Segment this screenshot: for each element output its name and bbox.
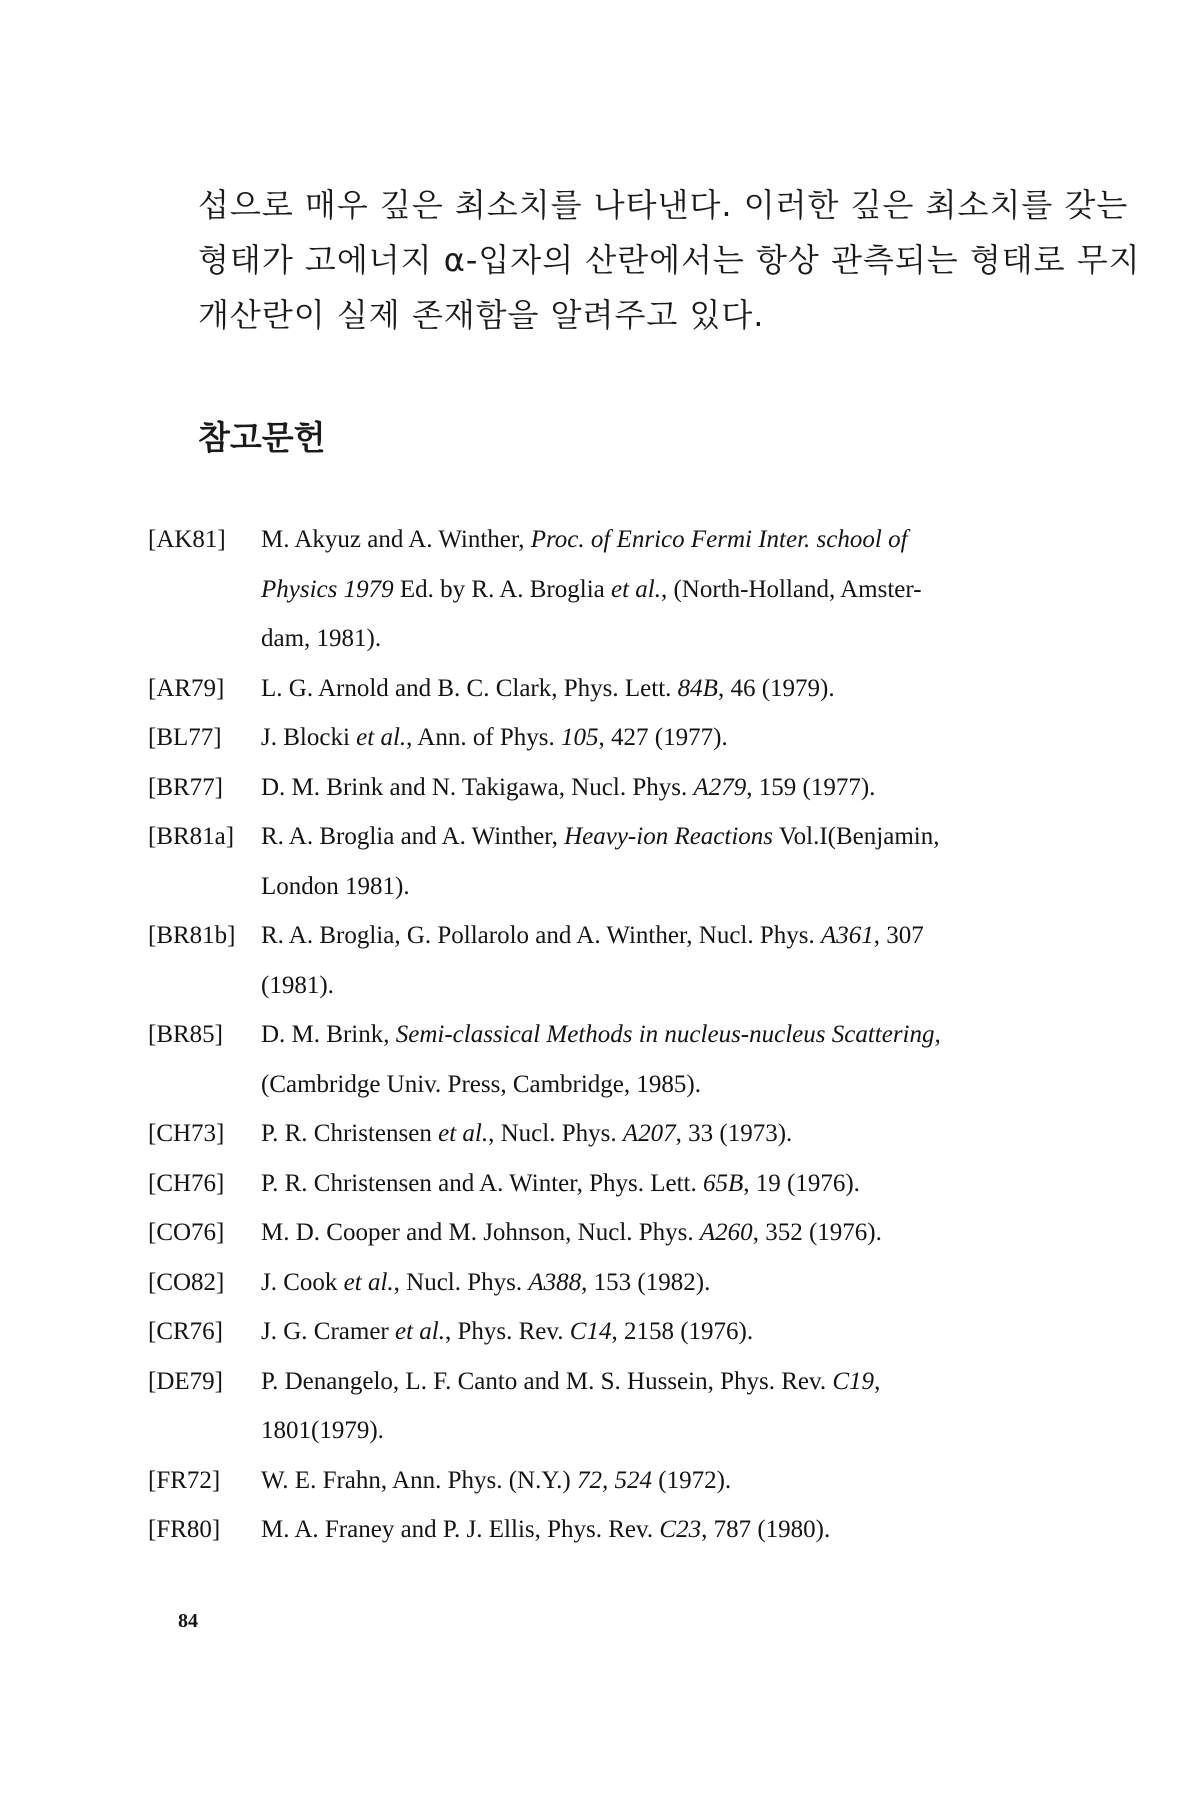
reference-key: [AR79] xyxy=(148,674,225,702)
reference-entry xyxy=(148,1456,1058,1506)
reference-line: P. R. Christensen and A. Winter, Phys. Lett. 65B, 19 (1976). xyxy=(261,1169,860,1197)
reference-entry xyxy=(148,1010,1058,1109)
reference-key: [BR85] xyxy=(148,1021,223,1048)
reference-entry xyxy=(148,515,1058,664)
reference-key: [CO82] xyxy=(148,1268,225,1296)
reference-line: 1801(1979). xyxy=(261,1417,384,1444)
reference-entry xyxy=(148,1159,1058,1209)
reference-entry xyxy=(148,1357,1058,1456)
reference-entry xyxy=(148,1109,1058,1159)
reference-text xyxy=(261,1258,1058,1308)
reference-line: W. E. Frahn, Ann. Phys. (N.Y.) 72, 524 (1972). xyxy=(261,1466,732,1494)
reference-line: (1981). xyxy=(261,971,334,999)
reference-key: [BR81b] xyxy=(148,922,236,949)
reference-entry xyxy=(148,1208,1058,1258)
reference-text xyxy=(261,1010,1058,1109)
reference-line: L. G. Arnold and B. C. Clark, Phys. Lett. 84B, 46 (1979). xyxy=(261,674,835,702)
reference-line: P. Denangelo, L. F. Canto and M. S. Hussein, Phys. Rev. C19, xyxy=(261,1367,881,1395)
reference-key: [CR76] xyxy=(148,1318,223,1345)
reference-entry xyxy=(148,664,1058,714)
reference-key: [AK81] xyxy=(148,526,226,553)
reference-entry xyxy=(148,1258,1058,1308)
reference-entry xyxy=(148,1505,1058,1555)
reference-line: D. M. Brink, Semi-classical Methods in nucleus-nucleus Scattering, xyxy=(261,1021,941,1048)
reference-key: [FR72] xyxy=(148,1466,221,1494)
reference-line: P. R. Christensen et al., Nucl. Phys. A207, 33 (1973). xyxy=(261,1120,793,1147)
reference-text xyxy=(261,1208,1058,1258)
intro-paragraph xyxy=(198,178,1141,343)
reference-key: [CH76] xyxy=(148,1169,225,1197)
reference-text xyxy=(261,911,1058,1010)
reference-line: M. A. Franey and P. J. Ellis, Phys. Rev. C23, 787 (1980). xyxy=(261,1516,831,1543)
reference-text xyxy=(261,1307,1058,1357)
reference-key: [CO76] xyxy=(148,1219,225,1246)
reference-text xyxy=(261,763,1058,813)
reference-text xyxy=(261,664,1058,714)
reference-text xyxy=(261,1357,1058,1456)
reference-line: M. D. Cooper and M. Johnson, Nucl. Phys. A260, 352 (1976). xyxy=(261,1219,882,1246)
reference-line: J. G. Cramer et al., Phys. Rev. C14, 2158 (1976). xyxy=(261,1318,754,1345)
reference-line: J. Blocki et al., Ann. of Phys. 105, 427 (1977). xyxy=(261,724,728,751)
reference-line: R. A. Broglia and A. Winther, Heavy-ion Reactions Vol.I(Benjamin, xyxy=(261,823,940,850)
section-title: 참고문헌 xyxy=(198,418,326,457)
reference-entry xyxy=(148,763,1058,813)
reference-key: [BR81a] xyxy=(148,823,235,850)
reference-entry xyxy=(148,911,1058,1010)
reference-text xyxy=(261,812,1058,911)
reference-text xyxy=(261,1159,1058,1209)
reference-entry xyxy=(148,812,1058,911)
reference-key: [DE79] xyxy=(148,1367,223,1395)
reference-line: J. Cook et al., Nucl. Phys. A388, 153 (1982). xyxy=(261,1268,711,1296)
intro-line: 섭으로 매우 깊은 최소치를 나타낸다. 이러한 깊은 최소치를 갖는 xyxy=(198,186,1129,224)
page-number: 84 xyxy=(178,1610,198,1632)
reference-text xyxy=(261,1109,1058,1159)
reference-key: [CH73] xyxy=(148,1120,225,1147)
reference-line: dam, 1981). xyxy=(261,625,382,652)
reference-text xyxy=(261,1456,1058,1506)
reference-line: (Cambridge Univ. Press, Cambridge, 1985). xyxy=(261,1070,701,1098)
reference-list xyxy=(148,515,1058,1555)
intro-line: 형태가 고에너지 α-입자의 산란에서는 항상 관측되는 형태로 무지 xyxy=(198,241,1141,279)
reference-line: R. A. Broglia, G. Pollarolo and A. Winther, Nucl. Phys. A361, 307 xyxy=(261,922,924,949)
reference-text xyxy=(261,515,1058,664)
reference-key: [FR80] xyxy=(148,1516,221,1543)
reference-text xyxy=(261,1505,1058,1555)
reference-entry xyxy=(148,713,1058,763)
reference-entry xyxy=(148,1307,1058,1357)
reference-key: [BR77] xyxy=(148,773,223,801)
reference-line: M. Akyuz and A. Winther, Proc. of Enrico Fermi Inter. school of xyxy=(261,526,908,553)
intro-line: 개산란이 실제 존재함을 알려주고 있다. xyxy=(198,296,765,334)
reference-text xyxy=(261,713,1058,763)
reference-line: Physics 1979 Ed. by R. A. Broglia et al., (North-Holland, Amster- xyxy=(261,575,922,603)
reference-line: London 1981). xyxy=(261,872,410,900)
reference-line: D. M. Brink and N. Takigawa, Nucl. Phys. A279, 159 (1977). xyxy=(261,773,876,801)
reference-key: [BL77] xyxy=(148,724,222,751)
